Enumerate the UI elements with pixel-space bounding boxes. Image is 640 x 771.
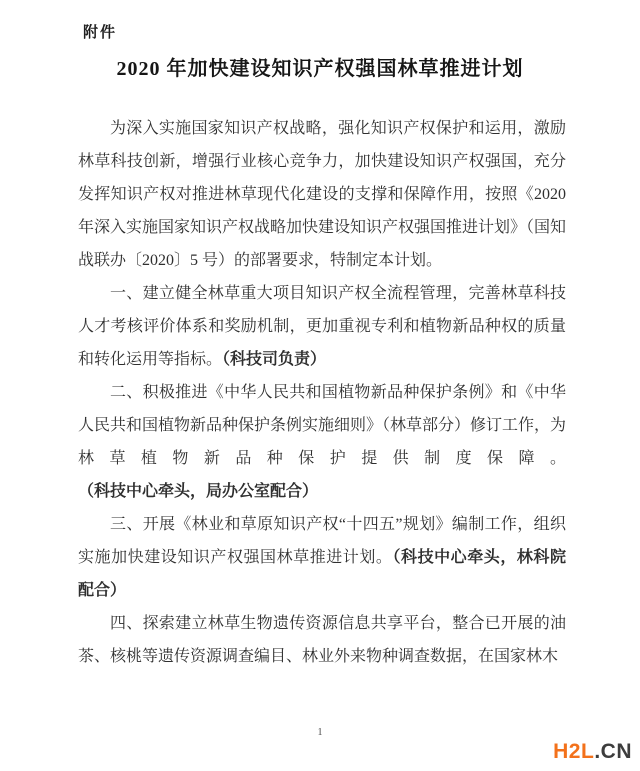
page-number: 1 bbox=[317, 727, 323, 738]
watermark-brand: H2L bbox=[553, 740, 595, 763]
paragraph bbox=[78, 112, 566, 277]
paragraph bbox=[78, 277, 566, 376]
watermark-suffix: .CN bbox=[594, 740, 632, 763]
paragraph-text: 二、积极推进《中华人民共和国植物新品种保护条例》和《中华人民共和国植物新品种保护条例实施细则》（林草部分）修订工作，为林草植物新品种保护提供制度保障。 bbox=[78, 384, 567, 467]
responsible-unit-text: （科技中心牵头，局办公室配合） bbox=[78, 483, 319, 500]
document-body bbox=[78, 112, 566, 673]
responsible-unit-text: （科技中心牵头，林科院配合） bbox=[78, 549, 566, 599]
paragraph bbox=[78, 607, 566, 673]
paragraph-text: 为深入实施国家知识产权战略，强化知识产权保护和运用，激励林草科技创新，增强行业核心竞争力，加快建设知识产权强国，充分发挥知识产权对推进林草现代化建设的支撑和保障作用，按照《2020年深入实施国家知识产权战略加快建设知识产权强国推进计划》（国知战联办〔2020〕5 号）的部署要求，特制定本计划。 bbox=[78, 120, 567, 269]
document-title: 2020 年加快建设知识产权强国林草推进计划 bbox=[116, 58, 524, 80]
paragraph bbox=[78, 508, 566, 607]
responsible-unit-text: （科技司负责） bbox=[222, 351, 327, 368]
paragraph-text: 四、探索建立林草生物遗传资源信息共享平台，整合已开展的油茶、核桃等遗传资源调查编目、林业外来物种调查数据，在国家林木 bbox=[78, 615, 566, 665]
paragraph bbox=[78, 376, 566, 508]
paragraph-text: 三、开展《林业和草原知识产权“十四五”规划》编制工作，组织实施加快建设知识产权强国林草推进计划。 bbox=[78, 516, 566, 566]
attachment-label: 附件 bbox=[83, 25, 118, 41]
site-watermark bbox=[553, 740, 632, 764]
paragraph-text: 一、建立健全林草重大项目知识产权全流程管理，完善林草科技人才考核评价体系和奖励机制，更加重视专利和植物新品种权的质量和转化运用等指标。 bbox=[78, 285, 566, 368]
